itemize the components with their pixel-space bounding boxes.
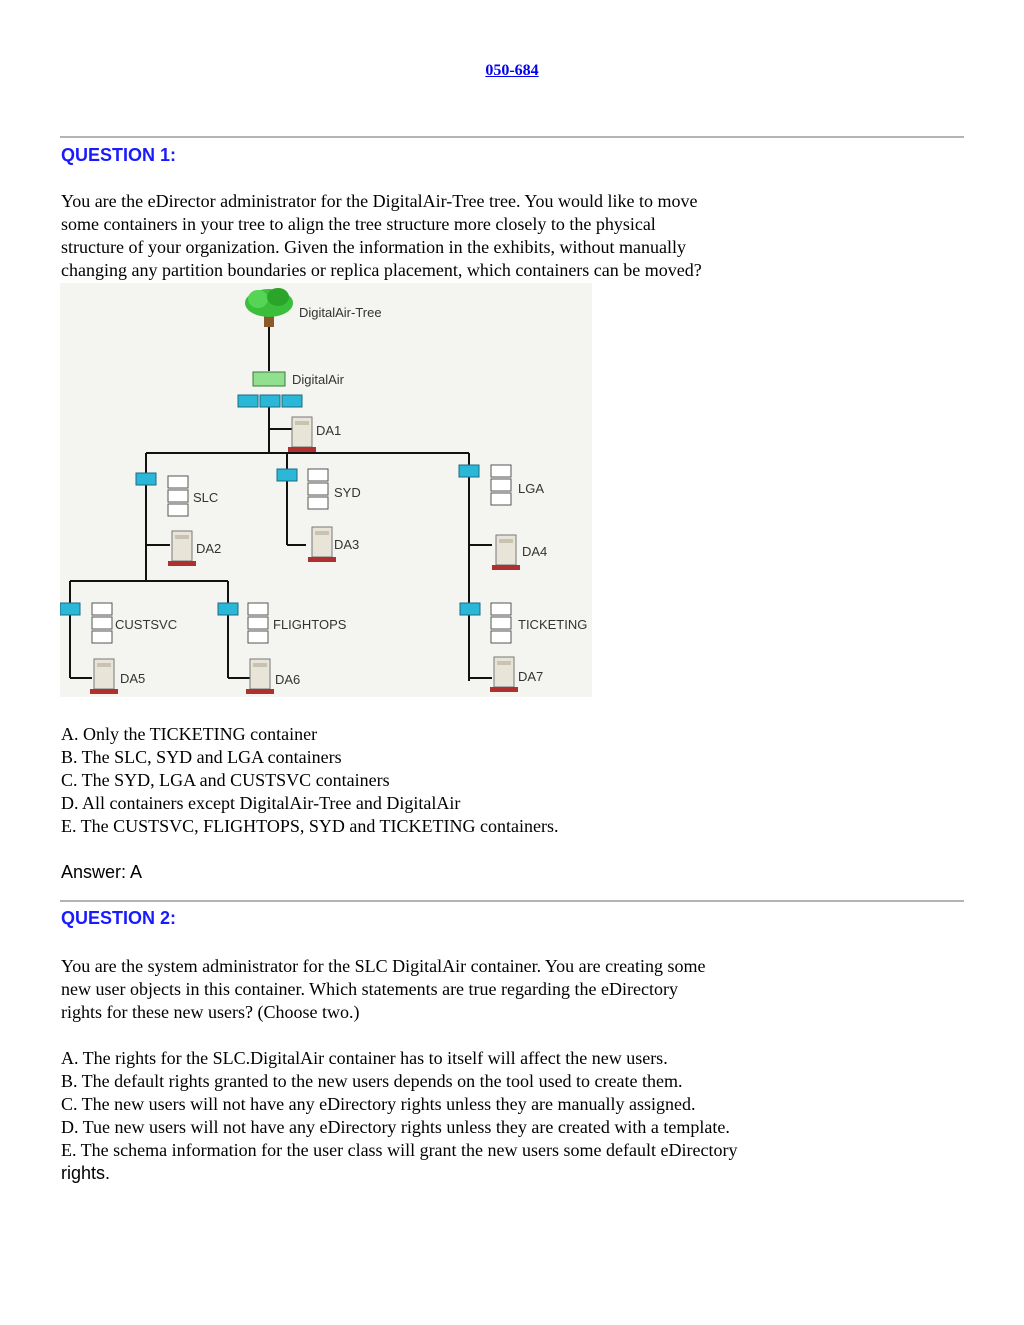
answer-option: B. The SLC, SYD and LGA containers [61, 747, 342, 767]
server-label: DA1 [316, 423, 342, 438]
partition-icon [60, 603, 80, 615]
container-icon [248, 603, 268, 643]
root-label: DigitalAir-Tree [299, 305, 382, 320]
server-label: DA2 [196, 541, 222, 556]
question-1-line: changing any partition boundaries or replica placement, which containers can be moved? [61, 260, 702, 280]
container-icon [491, 603, 511, 643]
partition-icon [277, 469, 297, 481]
tree-exhibit [60, 283, 592, 697]
container-icon [308, 469, 328, 509]
document-code-link[interactable]: 050-684 [485, 62, 539, 79]
partition-icon [238, 395, 302, 407]
partition-icon [459, 465, 479, 477]
server-icon [246, 659, 274, 694]
divider [60, 136, 964, 138]
server-label: DA5 [120, 671, 146, 686]
question-2-heading: QUESTION 2: [61, 908, 177, 928]
question-1-text [61, 190, 841, 282]
answer-option: E. The CUSTSVC, FLIGHTOPS, SYD and TICKETING containers. [61, 816, 559, 836]
question-2-line: rights for these new users? (Choose two.) [61, 1002, 360, 1022]
partition-icon [136, 473, 156, 485]
answer-option: A. The rights for the SLC.DigitalAir container has to itself will affect the new users. [61, 1048, 668, 1068]
partition-icon [218, 603, 238, 615]
organization-icon [253, 372, 285, 386]
answer-option: C. The new users will not have any eDirectory rights unless they are manually assigned. [61, 1094, 696, 1114]
org-label: DigitalAir [292, 372, 345, 387]
container-label: SYD [334, 485, 361, 500]
answer-option: D. Tue new users will not have any eDirectory rights unless they are created with a template. [61, 1117, 730, 1137]
container-label: CUSTSVC [115, 617, 178, 632]
server-label: DA3 [334, 537, 360, 552]
question-1-line: structure of your organization. Given the information in the exhibits, without manually [61, 237, 687, 257]
server-icon [288, 417, 316, 452]
answer-option: E. The schema information for the user class will grant the new users some default eDirectory [61, 1140, 738, 1160]
question-1-heading: QUESTION 1: [61, 145, 177, 165]
server-icon [90, 659, 118, 694]
question-2-line: You are the system administrator for the SLC DigitalAir container. You are creating some [61, 956, 706, 976]
server-icon [492, 535, 520, 570]
answer-option: B. The default rights granted to the new users depends on the tool used to create them. [61, 1071, 683, 1091]
server-label: DA4 [522, 544, 548, 559]
answer-option: A. Only the TICKETING container [61, 724, 318, 744]
question-1-options [61, 723, 841, 838]
answer-option: C. The SYD, LGA and CUSTSVC containers [61, 770, 390, 790]
question-1-line: some containers in your tree to align the tree structure more closely to the physical [61, 214, 656, 234]
question-2-text [61, 955, 841, 1024]
answer-option: rights. [61, 1163, 111, 1183]
container-icon [92, 603, 112, 643]
container-label: FLIGHTOPS [273, 617, 347, 632]
answer-option: D. All containers except DigitalAir-Tree and DigitalAir [61, 793, 461, 813]
server-label: DA6 [275, 672, 301, 687]
question-1-answer: Answer: A [61, 862, 143, 882]
server-icon [490, 657, 518, 692]
server-icon [168, 531, 196, 566]
container-label: TICKETING [518, 617, 588, 632]
container-icon [168, 476, 188, 516]
server-icon [308, 527, 336, 562]
container-label: SLC [193, 490, 219, 505]
divider [60, 900, 964, 902]
server-label: DA7 [518, 669, 544, 684]
question-1-line: You are the eDirector administrator for the DigitalAir-Tree tree. You would like to move [61, 191, 698, 211]
question-2-line: new user objects in this container. Which statements are true regarding the eDirectory [61, 979, 678, 999]
container-label: LGA [518, 481, 545, 496]
container-icon [491, 465, 511, 505]
question-2-options [61, 1047, 841, 1185]
partition-icon [460, 603, 480, 615]
